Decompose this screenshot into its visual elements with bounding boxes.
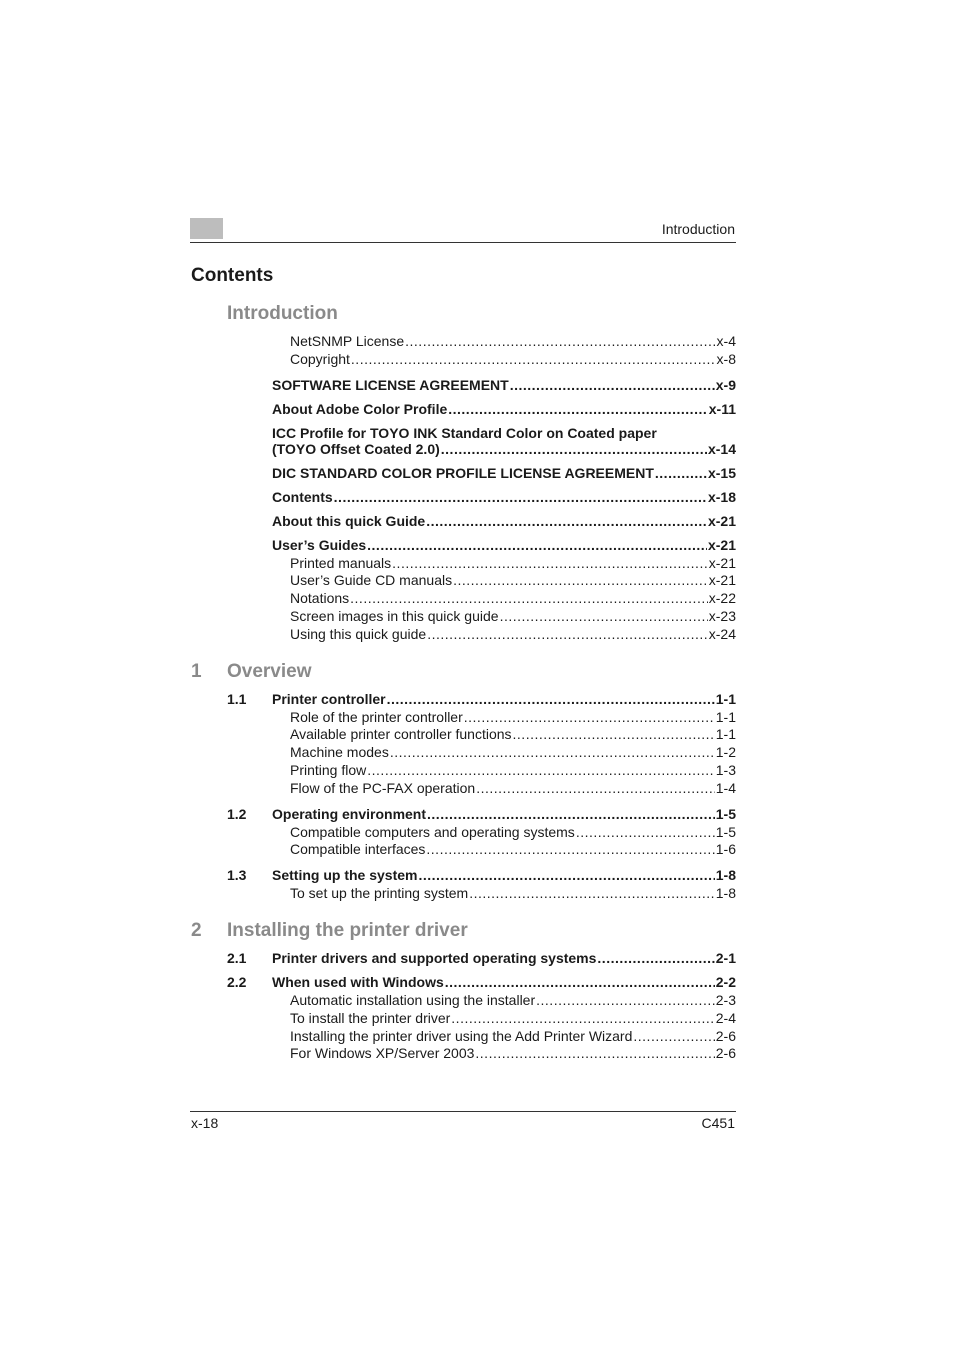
dot-leader (390, 744, 715, 760)
toc-subentry[interactable] (190, 572, 736, 590)
toc-subentry[interactable] (190, 590, 736, 608)
toc-entry-title: Notations (290, 590, 350, 607)
toc-subentry[interactable] (190, 824, 736, 842)
toc-page-number: x-11 (708, 400, 736, 417)
toc-page-number: 2-3 (715, 991, 736, 1008)
toc-entry-title: Contents (272, 488, 333, 505)
toc-entry-title: Role of the printer controller (290, 708, 463, 725)
toc-entry-title: (TOYO Offset Coated 2.0) (272, 440, 440, 457)
toc-subentry[interactable] (190, 709, 736, 727)
toc-page-number: 2-4 (715, 1009, 736, 1026)
toc-entry[interactable] (190, 867, 736, 885)
toc-entry-title: Using this quick guide (290, 625, 427, 642)
toc-page-number: 1-1 (715, 726, 736, 743)
dot-leader (367, 762, 715, 778)
toc-entry-title: Machine modes (290, 744, 389, 761)
dot-leader (427, 626, 708, 642)
dot-leader (633, 1028, 714, 1044)
dot-leader (426, 513, 707, 529)
toc-page-number: 1-1 (715, 708, 736, 725)
page-title: Contents (191, 265, 274, 286)
dot-leader (387, 691, 715, 707)
toc-page-number: 2-2 (715, 973, 736, 990)
dot-leader (469, 885, 715, 901)
toc-page-number: x-9 (715, 376, 736, 393)
toc-page-number: 1-6 (715, 841, 736, 858)
section-title: Installing the printer driver (227, 919, 468, 941)
toc-subentry[interactable] (190, 841, 736, 859)
toc-entry-title: Screen images in this quick guide (290, 607, 499, 624)
toc-subentry[interactable] (190, 608, 736, 626)
toc-subentry[interactable] (190, 1010, 736, 1028)
dot-leader (500, 608, 708, 624)
toc-entry[interactable] (190, 950, 736, 968)
dot-leader (426, 841, 714, 857)
toc-page-number: 1-3 (715, 761, 736, 778)
toc-page-number: 1-2 (715, 744, 736, 761)
table-of-contents (190, 303, 736, 1063)
section-heading (190, 920, 736, 946)
toc-entry-title: Copyright (290, 350, 350, 367)
toc-page-number: 1-8 (715, 885, 736, 902)
toc-subentry[interactable] (190, 744, 736, 762)
dot-leader (445, 974, 715, 990)
toc-entry[interactable] (190, 513, 736, 531)
section-number: 1 (191, 660, 202, 682)
toc-entry-row (272, 441, 736, 459)
dot-leader (464, 709, 715, 725)
dot-leader (513, 726, 715, 742)
toc-entry-title: Compatible interfaces (290, 841, 426, 858)
toc-page-number: x-23 (708, 607, 736, 624)
toc-entry-title: Installing the printer driver using the Add Printer Wizard (290, 1027, 633, 1044)
toc-entry-title: User’s Guide CD manuals (290, 572, 453, 589)
toc-page-number: x-15 (707, 464, 736, 481)
toc-entry-number: 2.1 (227, 949, 247, 966)
toc-entry-number: 1.2 (227, 805, 247, 822)
dot-leader (448, 401, 708, 417)
dot-leader (350, 590, 708, 606)
toc-page-number: 2-6 (715, 1045, 736, 1062)
toc-page-number: 1-8 (715, 867, 736, 884)
toc-entry[interactable] (190, 489, 736, 507)
toc-page-number: 2-6 (715, 1027, 736, 1044)
toc-subentry[interactable] (190, 1028, 736, 1046)
toc-page-number: x-21 (708, 572, 736, 589)
dot-leader (510, 377, 715, 393)
dot-leader (475, 1045, 714, 1061)
dot-leader (476, 780, 715, 796)
toc-entry-number: 1.1 (227, 690, 247, 707)
toc-page-number: x-21 (707, 536, 736, 553)
dot-leader (576, 824, 715, 840)
footer-rule (190, 1111, 736, 1112)
toc-subentry[interactable] (190, 762, 736, 780)
toc-entry-title: Printer controller (272, 690, 386, 707)
toc-entry-title: Printed manuals (290, 554, 392, 571)
model-name: C451 (701, 1115, 735, 1131)
toc-subentry[interactable] (190, 351, 736, 369)
toc-page-number: 2-1 (715, 949, 736, 966)
toc-subentry[interactable] (190, 555, 736, 573)
running-header: Introduction (661, 221, 735, 237)
toc-entry-title: NetSNMP License (290, 333, 405, 349)
section-title: Overview (227, 660, 312, 682)
toc-entry[interactable] (190, 377, 736, 395)
toc-entry[interactable] (190, 401, 736, 419)
toc-subentry[interactable] (190, 992, 736, 1010)
toc-entry[interactable] (190, 806, 736, 824)
toc-page-number: x-14 (707, 440, 736, 457)
toc-entry-title: When used with Windows (272, 973, 444, 990)
dot-leader (351, 351, 716, 367)
toc-entry-title: About Adobe Color Profile (272, 400, 448, 417)
toc-subentry[interactable] (190, 626, 736, 644)
toc-entry-title: To install the printer driver (290, 1009, 451, 1026)
toc-entry-title: SOFTWARE LICENSE AGREEMENT (272, 376, 509, 393)
section-heading (190, 303, 736, 329)
toc-entry-title: Printing flow (290, 761, 367, 778)
toc-page-number: 1-5 (715, 805, 736, 822)
toc-entry-title: Automatic installation using the installer (290, 991, 536, 1008)
toc-subentry[interactable] (190, 885, 736, 903)
toc-entry-title: Compatible computers and operating systems (290, 823, 575, 840)
toc-page-number: 1-5 (715, 823, 736, 840)
page-number: x-18 (191, 1115, 219, 1131)
toc-entry-title: Flow of the PC-FAX operation (290, 779, 476, 796)
toc-page-number: 1-1 (715, 690, 736, 707)
toc-entry-number: 2.2 (227, 973, 247, 990)
toc-page-number: x-18 (707, 488, 736, 505)
header-rule (190, 242, 736, 243)
toc-entry-title: Setting up the system (272, 867, 418, 884)
toc-page-number: x-22 (708, 590, 736, 607)
toc-entry-title: For Windows XP/Server 2003 (290, 1045, 475, 1062)
dot-leader (392, 555, 708, 571)
toc-subentry[interactable] (190, 333, 736, 351)
dot-leader (418, 867, 714, 883)
dot-leader (655, 465, 707, 481)
toc-entry-number: 1.3 (227, 867, 247, 884)
toc-entry-title: DIC STANDARD COLOR PROFILE LICENSE AGREEMENT (272, 464, 654, 481)
toc-entry-multiline[interactable] (190, 425, 736, 459)
toc-entry-title: To set up the printing system (290, 885, 469, 902)
dot-leader (334, 489, 707, 505)
section-number: 2 (191, 919, 202, 941)
toc-entry-title: Printer drivers and supported operating systems (272, 949, 597, 966)
toc-entry[interactable] (190, 974, 736, 992)
toc-entry-title: Operating environment (272, 805, 427, 822)
toc-entry-title: Available printer controller functions (290, 726, 512, 743)
toc-page-number: x-8 (716, 350, 736, 367)
toc-entry[interactable] (190, 537, 736, 555)
dot-leader (405, 333, 715, 349)
toc-entry[interactable] (190, 465, 736, 483)
dot-leader (536, 992, 715, 1008)
toc-entry-title: About this quick Guide (272, 512, 426, 529)
dot-leader (597, 950, 714, 966)
toc-page-number: x-21 (708, 554, 736, 571)
dot-leader (453, 572, 708, 588)
toc-page-number: x-21 (707, 512, 736, 529)
toc-page-number: 1-4 (715, 779, 736, 796)
dot-leader (451, 1010, 714, 1026)
toc-entry-title-line: ICC Profile for TOYO INK Standard Color on Coated paper (272, 424, 657, 441)
toc-subentry[interactable] (190, 1045, 736, 1063)
toc-entry[interactable] (190, 691, 736, 709)
dot-leader (441, 441, 707, 457)
section-title: Introduction (227, 303, 338, 324)
section-heading (190, 661, 736, 687)
dot-leader (367, 537, 707, 553)
toc-subentry[interactable] (190, 780, 736, 798)
toc-page-number: x-24 (708, 625, 736, 642)
header-tab-marker (190, 218, 223, 239)
dot-leader (427, 806, 715, 822)
toc-page-number: x-4 (716, 333, 736, 349)
toc-entry-title: User’s Guides (272, 536, 367, 553)
toc-subentry[interactable] (190, 726, 736, 744)
